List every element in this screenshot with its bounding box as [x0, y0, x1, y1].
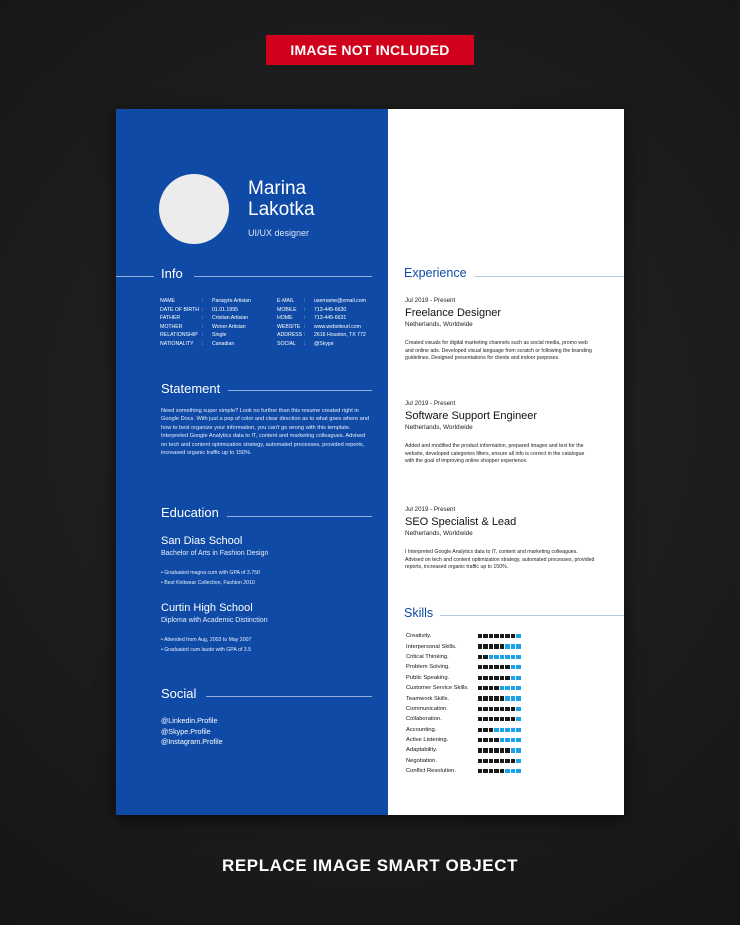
skill-level-dot [505, 738, 509, 742]
skill-level-dot [489, 728, 493, 732]
info-value[interactable]: username@email.com [314, 298, 366, 304]
skill-level-dot [511, 738, 515, 742]
skill-row [406, 641, 521, 651]
info-divider [194, 276, 372, 277]
skill-level-dot [516, 759, 520, 763]
education-school: Curtin High School [161, 602, 253, 614]
skills-divider [440, 615, 624, 616]
skill-row [406, 652, 521, 662]
skill-level-meter [478, 644, 521, 648]
skill-row [406, 745, 521, 755]
skill-level-dot [494, 655, 498, 659]
info-label: E-MAIL [277, 298, 295, 304]
skill-level-dot [516, 655, 520, 659]
skill-name: Negotiation. [406, 757, 437, 764]
skill-level-dot [500, 686, 504, 690]
skill-level-dot [516, 707, 520, 711]
skill-level-dot [511, 748, 515, 752]
job-description: Created visuals for digital marketing channels such as social media, promo web and online ads. Developed visual language from scratch or following the branding guidelines. Designed presentations for clients and indoor purposes. [405, 340, 592, 362]
skill-level-dot [489, 665, 493, 669]
skill-level-dot [500, 728, 504, 732]
right-column [388, 109, 624, 815]
info-value: 713-445-6630 [314, 306, 347, 313]
avatar-placeholder [159, 174, 229, 244]
skill-level-dot [500, 644, 504, 648]
education-notes [161, 569, 260, 588]
skill-level-dot [478, 728, 482, 732]
skill-level-dot [516, 644, 520, 648]
skill-name: Problem Solving. [406, 664, 450, 671]
profile-name [248, 178, 368, 220]
skill-level-dot [511, 707, 515, 711]
job-description: Added and modified the product information, prepared images and text for the website, developed categories filters, ensure all info is correct in the catalogue with the goal of improving online shopper experience. [405, 443, 585, 465]
skill-name: Critical Thinking. [406, 653, 449, 660]
skill-level-dot [505, 655, 509, 659]
job-title: Software Support Engineer [405, 410, 538, 422]
skill-level-meter [478, 759, 521, 763]
info-label: MOTHER [160, 323, 183, 330]
skill-level-dot [516, 769, 520, 773]
skill-level-dot [516, 696, 520, 700]
skill-level-dot [478, 676, 482, 680]
skill-level-dot [483, 748, 487, 752]
skills-list [406, 631, 521, 776]
skill-level-dot [489, 634, 493, 638]
skill-level-dot [478, 634, 482, 638]
skill-level-dot [478, 707, 482, 711]
skill-level-dot [505, 696, 509, 700]
skill-level-dot [489, 717, 493, 721]
skill-level-dot [494, 738, 498, 742]
skill-level-dot [500, 696, 504, 700]
info-label: FATHER [160, 315, 181, 322]
job-title: SEO Specialist & Lead [405, 516, 517, 528]
skill-level-dot [483, 707, 487, 711]
skill-level-dot [483, 759, 487, 763]
skill-level-meter [478, 676, 521, 680]
image-not-included-badge: IMAGE NOT INCLUDED [266, 35, 474, 65]
skill-level-dot [483, 634, 487, 638]
education-note: • Graduated cum laude with GPA of 3.5 [161, 646, 251, 653]
experience-divider [474, 276, 624, 277]
skill-level-dot [494, 696, 498, 700]
skill-level-dot [516, 676, 520, 680]
skill-level-dot [505, 665, 509, 669]
skill-level-dot [511, 717, 515, 721]
last-name: Lakotka [248, 199, 315, 220]
skill-row [406, 766, 521, 776]
skill-level-dot [500, 634, 504, 638]
info-value: Paraşyte Artisian [212, 298, 251, 304]
skill-level-dot [478, 665, 482, 669]
skill-level-dot [511, 769, 515, 773]
skill-level-dot [494, 665, 498, 669]
social-divider [206, 696, 372, 697]
skill-level-dot [505, 634, 509, 638]
skill-name: Conflict Resolution. [406, 768, 456, 775]
info-label: RELATIONSHIP [160, 332, 198, 339]
education-title: Education [161, 505, 219, 520]
skill-level-dot [505, 717, 509, 721]
skill-level-dot [511, 759, 515, 763]
skill-name: Accounting. [406, 726, 437, 733]
skill-level-meter [478, 634, 521, 638]
skill-row [406, 693, 521, 703]
info-label: ADDRESS [277, 332, 303, 339]
job-date: Jul 2019 - Present [405, 506, 456, 513]
info-value: Single [212, 332, 227, 339]
skill-level-dot [500, 738, 504, 742]
skill-row [406, 735, 521, 745]
social-links [161, 716, 223, 748]
skill-level-dot [489, 759, 493, 763]
info-divider-left [116, 276, 154, 277]
skill-level-dot [478, 717, 482, 721]
job-description: I Interpreted Google Analytics data to IT, content and marketing colleagues. Advised on tech and content optimization strategy, automated processes, provided reports, increased organic traffic up to 150%. [405, 549, 595, 571]
skill-level-dot [500, 676, 504, 680]
replace-image-caption: REPLACE IMAGE SMART OBJECT [221, 856, 519, 875]
skill-row [406, 683, 521, 693]
info-label: WEBSITE [277, 323, 301, 330]
skill-level-dot [483, 644, 487, 648]
skill-row [406, 756, 521, 766]
skill-level-dot [494, 644, 498, 648]
skill-level-dot [489, 655, 493, 659]
education-school: San Dias School [161, 535, 243, 547]
skill-name: Communication. [406, 705, 448, 712]
skill-level-dot [478, 748, 482, 752]
skill-level-dot [478, 655, 482, 659]
skills-title: Skills [404, 606, 434, 620]
skill-level-dot [505, 644, 509, 648]
social-title: Social [161, 686, 197, 701]
job-date: Jul 2019 - Present [405, 297, 456, 304]
skill-row [406, 631, 521, 641]
job-location: Netherlands, Worldwide [405, 321, 473, 328]
skill-level-dot [478, 686, 482, 690]
skill-name: Public Speaking. [406, 674, 450, 681]
skill-level-dot [505, 707, 509, 711]
info-label: NATIONALITY [160, 340, 194, 347]
skill-level-dot [489, 686, 493, 690]
skill-level-dot [500, 759, 504, 763]
skill-level-dot [494, 759, 498, 763]
skill-level-dot [500, 707, 504, 711]
skill-level-dot [483, 665, 487, 669]
info-value: Canadian [212, 340, 235, 347]
skill-level-dot [494, 769, 498, 773]
skill-level-dot [489, 644, 493, 648]
info-value: @Skype [314, 340, 334, 347]
skill-level-dot [478, 738, 482, 742]
skill-level-dot [478, 696, 482, 700]
skill-level-dot [500, 748, 504, 752]
skill-row [406, 714, 521, 724]
skill-level-meter [478, 655, 521, 659]
skill-level-meter [478, 717, 521, 721]
skill-level-dot [511, 676, 515, 680]
education-note: • Graduated magna cum with GPA of 3.750 [161, 570, 260, 576]
skill-level-dot [505, 686, 509, 690]
skill-level-dot [494, 728, 498, 732]
skill-level-dot [500, 655, 504, 659]
first-name: Marina [248, 178, 307, 199]
skill-level-dot [516, 634, 520, 638]
skill-level-dot [489, 696, 493, 700]
skill-name: Customer Service Skills. [406, 685, 469, 692]
skill-level-meter [478, 707, 521, 711]
skill-level-meter [478, 686, 521, 690]
skill-level-dot [505, 748, 509, 752]
skill-level-dot [505, 728, 509, 732]
skill-level-dot [511, 728, 515, 732]
skill-level-dot [489, 676, 493, 680]
statement-text: Need something super simple? Look no further than this resume created right in Google Docs. With just a pop of color and clear direction as to what goes where and how to best organize your information, you can't go wrong with this template. Interpreted Google Analytics data to IT, content and marketing colleagues. Advised on tech and content optimization strategy, automated processes, provided reports, increased organic traffic up to 150%. [161, 408, 370, 457]
skill-level-dot [494, 717, 498, 721]
info-value: 713-445-6631 [314, 315, 347, 322]
social-link-skype[interactable]: @Skype.Profile [161, 726, 211, 736]
social-link-instagram[interactable]: @Instagram.Profile [161, 737, 223, 747]
skill-level-dot [516, 728, 520, 732]
skill-level-meter [478, 738, 521, 742]
info-label: DATE OF BIRTH [160, 306, 200, 313]
info-value: 01.01.1995 [212, 306, 238, 313]
info-label: NAME [160, 298, 175, 304]
skill-level-meter [478, 665, 521, 669]
job-location: Netherlands, Worldwide [405, 530, 473, 537]
skill-name: Active Listening. [406, 737, 449, 744]
skill-level-dot [516, 738, 520, 742]
skill-level-dot [483, 717, 487, 721]
skill-level-dot [511, 644, 515, 648]
info-contact: E-MAIL : username@email.com MOBILE : 713-445-6630 HOME : 713-445-6631 WEBSITE : www.websiteurl.com ADDRESS : 2616 Houston, TX 772 SOCIAL : @Skype [277, 298, 366, 347]
skill-name: Teamwork Skills. [406, 695, 450, 702]
skill-level-dot [489, 707, 493, 711]
skill-level-dot [505, 769, 509, 773]
skill-level-dot [483, 738, 487, 742]
skill-level-dot [483, 696, 487, 700]
skill-level-meter [478, 769, 521, 773]
skill-name: Collaboration. [406, 716, 442, 723]
info-label: SOCIAL [277, 340, 297, 347]
skill-level-dot [500, 665, 504, 669]
education-notes [161, 636, 251, 655]
job-date: Jul 2019 - Present [405, 400, 456, 407]
skill-level-dot [483, 686, 487, 690]
info-label: MOBILE [277, 306, 297, 313]
skill-level-dot [511, 686, 515, 690]
skill-level-dot [489, 738, 493, 742]
skill-row [406, 704, 521, 714]
info-value: Woner Artisian [212, 323, 246, 330]
skill-level-dot [478, 769, 482, 773]
skill-level-meter [478, 728, 521, 732]
info-personal: NAME : Paraşyte Artisian DATE OF BIRTH : 01.01.1995 FATHER : Cristian Artisian MOTHER : Woner Artisian RELATIONSHIP : Single NATIONALITY : Canadian [160, 298, 251, 347]
statement-title: Statement [161, 381, 221, 396]
skill-level-dot [494, 686, 498, 690]
skill-level-dot [500, 769, 504, 773]
skill-level-dot [511, 696, 515, 700]
skill-name: Adaptability. [406, 747, 438, 754]
job-location: Netherlands, Worldwide [405, 424, 473, 431]
skill-level-dot [483, 728, 487, 732]
skill-level-dot [500, 717, 504, 721]
skill-row [406, 673, 521, 683]
skill-level-dot [516, 665, 520, 669]
skill-level-dot [489, 748, 493, 752]
resume-paper [116, 109, 624, 815]
skill-level-dot [505, 676, 509, 680]
experience-title: Experience [404, 266, 467, 280]
skill-level-dot [511, 634, 515, 638]
skill-level-dot [494, 707, 498, 711]
skill-level-dot [511, 665, 515, 669]
statement-divider [228, 390, 372, 391]
skill-level-dot [489, 769, 493, 773]
skill-level-dot [478, 759, 482, 763]
info-value[interactable]: www.websiteurl.com [314, 323, 361, 330]
info-value: 2616 Houston, TX 772 [314, 332, 366, 339]
job-title: Freelance Designer [405, 307, 501, 319]
info-value: Cristian Artisian [212, 315, 249, 322]
education-note: • Best Knitwear Collection, Fashion 2010 [161, 579, 255, 586]
skill-level-meter [478, 696, 521, 700]
profile-role: UI/UX designer [248, 228, 310, 238]
education-degree: Bachelor of Arts in Fashion Design [161, 550, 269, 557]
skill-level-dot [516, 748, 520, 752]
skill-level-dot [483, 769, 487, 773]
skill-level-dot [483, 676, 487, 680]
skill-name: Interpersonal Skills. [406, 643, 457, 650]
skill-level-dot [494, 748, 498, 752]
skill-level-dot [516, 686, 520, 690]
skill-level-dot [494, 634, 498, 638]
skill-level-dot [483, 655, 487, 659]
skill-level-dot [494, 676, 498, 680]
skill-level-dot [511, 655, 515, 659]
skill-row [406, 662, 521, 672]
skill-level-dot [478, 644, 482, 648]
skill-level-meter [478, 748, 521, 752]
skill-level-dot [516, 717, 520, 721]
skill-row [406, 725, 521, 735]
skill-level-dot [505, 759, 509, 763]
skill-name: Creativity. [406, 633, 432, 640]
info-title: Info [161, 266, 183, 281]
education-note: • Attended from Aug, 2003 to May 2007 [161, 637, 252, 643]
left-column [116, 109, 388, 815]
education-degree: Diploma with Academic Distinction [161, 617, 268, 624]
social-link-linkedin[interactable]: @Linkedin.Profile [161, 716, 218, 725]
education-divider [227, 516, 372, 517]
info-label: HOME [277, 315, 293, 322]
